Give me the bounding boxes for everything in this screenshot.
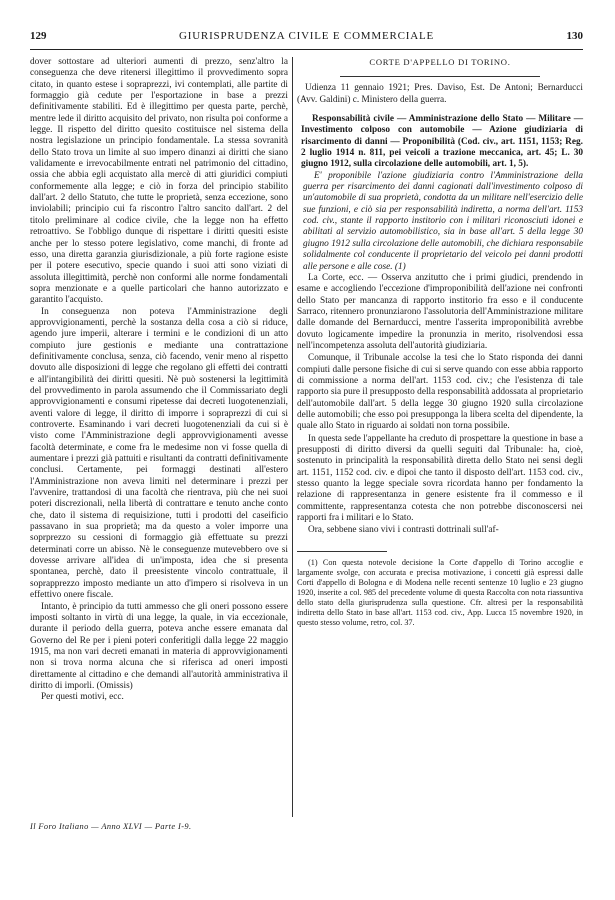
court-rule: [340, 76, 540, 77]
page-header: [30, 30, 583, 46]
right-column: [297, 57, 583, 628]
column-divider: [292, 57, 293, 817]
right-paragraph-2: Comunque, il Tribunale accolse la tesi che lo Stato risponda dei danni compiuti dalle persone fisiche di cui si serve quando con esse abbia rapporto di commissione a norma dell'art. 1153 cod. civ.; che l'esistenza di tale rapporto sia pure il presupposto della responsabilità addossata al proprietario dell'automobile dall'art. 5 della legge 30 giugno 1920 sulla circolazione delle automobili; che esso poi presupponga la libera scelta del dipendente, la quale allo Stato in riguardo ai soldati non torna possibile.: [297, 353, 583, 432]
court-heading: CORTE D'APPELLO DI TORINO.: [369, 57, 511, 67]
header-rule: [30, 49, 583, 50]
footnote-rule: [297, 551, 387, 552]
left-paragraph-1: dover sottostare ad ulteriori aumenti di prezzo, senz'altro la conseguenza che deve ritenersi illegittimo il provvedimento sopra citato, in quanto estese i sopraprezzi, ivi contemplati, alle partite di formaggio già cedute per l'esportazione in base a prezzi definitivamente stabiliti. Ed è illegittimo per questa parte, perchè, mentre lede il diritto acquisito del privato, non risulta poi conforme a legge. Il rispetto del diritto quesito costituisce nel sistema della nostra legislazione un principio fondamentale. La stessa sovranità dello Stato trova un limite al suo impero dinanzi ai diritti che siano validamente e irrevocabilmente entrati nel patrimonio del cittadino, ossia che abbia egli acquistato alla mercè di atti giuridici compiuti conformemente alla legge; e ciò in forza del principio stabilito dall'art. 2 dello Statuto, che tutte le proprietà, senza eccezione, sono inviolabili; principio cui fa riscontro l'altro sancito dall'art. 2 del titolo preliminare al codice civile, che la legge non ha effetto retroattivo. Se l'obbligo dunque di rispettare i diritti quesiti esiste anche per lo stesso potere legislativo, come manchi, di fronte ad esso, una diretta garanzia giurisdizionale, a più forte ragione esiste per il potere esecutivo, specie quando i suoi atti sono viziati di assoluta illegittimità, perchè non conformi alle norme fondamentali sopra menzionate e a quelle particolari che hanno autorizzato e garantito l'acquisto.: [30, 57, 288, 306]
page-number-right: 130: [566, 30, 583, 42]
maxim-text: E' proponibile l'azione giudiziaria contro l'Amministrazione della guerra per risarcimento dei danni cagionati dall'investimento colposo di un'automobile di sua proprietà, condotta da un militare nell'esercizio delle sue funzioni, e ciò sia per responsabilità indiretta, a norma dell'art. 1153 cod. civ., stante il rapporto institorio con i militari riconosciuti idonei e abilitati al servizio automobilistico, sia in base all'art. 5 della legge 30 giugno 1912 sulla circolazione delle automobili, che dichiara responsabile solidalmente col conducente il proprietario del veicolo pei danni prodotti alle persone e alle cose. (1): [303, 170, 583, 272]
maxim-heading: [297, 114, 583, 171]
right-paragraph-1: La Corte, ecc. — Osserva anzitutto che i primi giudici, prendendo in esame e accogliendo l'eccezione d'improponibilità dell'azione nei confronti dello Stato per mancanza di rapporto institorio fra esso e il conducente Sarraco, ritennero pronunziarono l'assolutoria dell'Amministrazione militare dalle domande del Bernarducci, mentre l'asserita improponibilità avrebbe dovuto logicamente impedire la pronunzia in merito, risolvendosi essa nell'incompetenza assoluta dell'autorità giudiziaria.: [297, 272, 583, 351]
right-paragraph-3: In questa sede l'appellante ha creduto di prospettare la questione in base a presupposti di diritto diversi da quelli seguiti dal Tribunale: ha, cioè, sostenuto in principalità la responsabilità diretta dello Stato nei sensi degli art. 1151, 1152 cod. civ. e dipoi che tanto il disposto dell'art. 1153 cod. civ., stesso quanto la legge speciale sovra ricordata hanno per fondamento la relazione di rappresentanza in genere esistente fra il commesso e il committente, rappresentanza cotesta che non potrebbe disconoscersi nei rapporti fra i militari e lo Stato.: [297, 433, 583, 524]
maxim-heading-text: Responsabilità civile — Amministrazione dello Stato — Militare — Investimento colposo con automobile — Azione giudiziaria di risarcimento di danni — Proponibilità (Cod. civ., art. 1151, 1153; Reg. 2 luglio 1914 n. 811, pei veicoli a trazione meccanica, art. 45; L. 30 giugno 1912, sulla circolazione delle automobili, art. 1, 5).: [301, 114, 583, 170]
page-footer: Il Foro Italiano — Anno XLVI — Parte I-9.: [30, 822, 192, 831]
closing-formula: Per questi motivi, ecc.: [41, 692, 124, 703]
running-title: GIURISPRUDENZA CIVILE E COMMERCIALE: [178, 30, 435, 42]
page-number-left: 129: [30, 30, 47, 42]
footnote: (1) Con questa notevole decisione la Corte d'appello di Torino accoglie e largamente svolge, con accurata e precisa motivazione, i concetti già espressi dalle Corti d'appello di Bologna e di Modena nelle recenti sentenze 10 luglio e 23 giugno 1920, inserite a col. 985 del precedente volume di questa Raccolta con nota riassuntiva dello stato della giurisprudenza sulla questione. Cfr. altresì per la responsabilità indiretta dello Stato in base all'art. 1153 cod. civ., App. Lucca 15 novembre 1920, in questo stesso volume, retro, col. 37.: [297, 557, 583, 627]
decision-body: [297, 273, 583, 537]
left-column: [30, 57, 288, 704]
hearing-text: Udienza 11 gennaio 1921; Pres. Daviso, Est. De Antoni; Bernarducci (Avv. Galdini) c. Ministero della guerra.: [297, 83, 583, 105]
right-paragraph-4: Ora, sebbene siano vivi i contrasti dottrinali sull'af-: [308, 525, 499, 536]
hearing-info: [297, 83, 583, 106]
left-paragraph-3: Intanto, è principio da tutti ammesso che gli oneri possono essere imposti soltanto in virtù di una legge, la quale, in via eccezionale, durante il periodo della guerra, poteva anche essere emanata dal Governo del Re per i pieni poteri conferitigli dalla legge 22 maggio 1915, ma non vari decreti emanati in materia di approvvigionamenti non si trova norma alcuna che si riferisca ad oneri imposti direttamente al cittadino e che demandi all'autorità amministrativa il diritto di imporli. (Omissis): [30, 601, 288, 691]
left-paragraph-2: In conseguenza non poteva l'Amministrazione degli approvvigionamenti, perchè la sostanza della cosa a ciò si riduce, agendo jure imperii, alterare i termini e le condizioni di un atto compiuto jure gestionis e mediante una contrattazione definitivamente conclusa, senza, ciò facendo, venir meno al rispetto dovuto alle disposizioni di legge che regolano gli effetti dei contratti e all'intangibilità dei diritti quesiti. Nè può sostenersi la legittimità del provvedimento in parola assumendo che il Commissariato degli approvvigionamenti e consumi ripetesse dai decreti luogotenenziali, aventi valore di legge, il diritto di imporre i sopraprezzi di cui si controverte. Esaminando i vari decreti luogotenenziali da cui si è visto come l'Amministrazione degli approvvigionamenti avesse facoltà determinate, e come fra le medesime non vi fosse quella di aumentare i prezzi già pattuiti e risultanti da contratti definitivamente conclusi. Certamente, pei formaggi destinati all'estero l'Amministrazione non aveva limiti nel determinare i prezzi per l'avvenire, trattandosi di una facoltà che rientrava, più che nei suoi poteri discrezionali, nella libertà di contrattare e tenuto anche conto che, dato il sistema di requisizione, tutti i prodotti del caseificio passavano in sua proprietà; ma da questo a voler imporre una soprprezzo su cessioni di formaggio già effettuate su prezzi determinati corre un abisso. Nè le conseguenze mutevebbero ove si dovesse arrivare all'idea di un'imposta, idea che si presenta spontanea, perchè, dato il preesistente vincolo contrattuale, il soprapprezzo imposto mediante un atto d'impero si risolveva in un effettivo onere fiscale.: [30, 306, 288, 601]
